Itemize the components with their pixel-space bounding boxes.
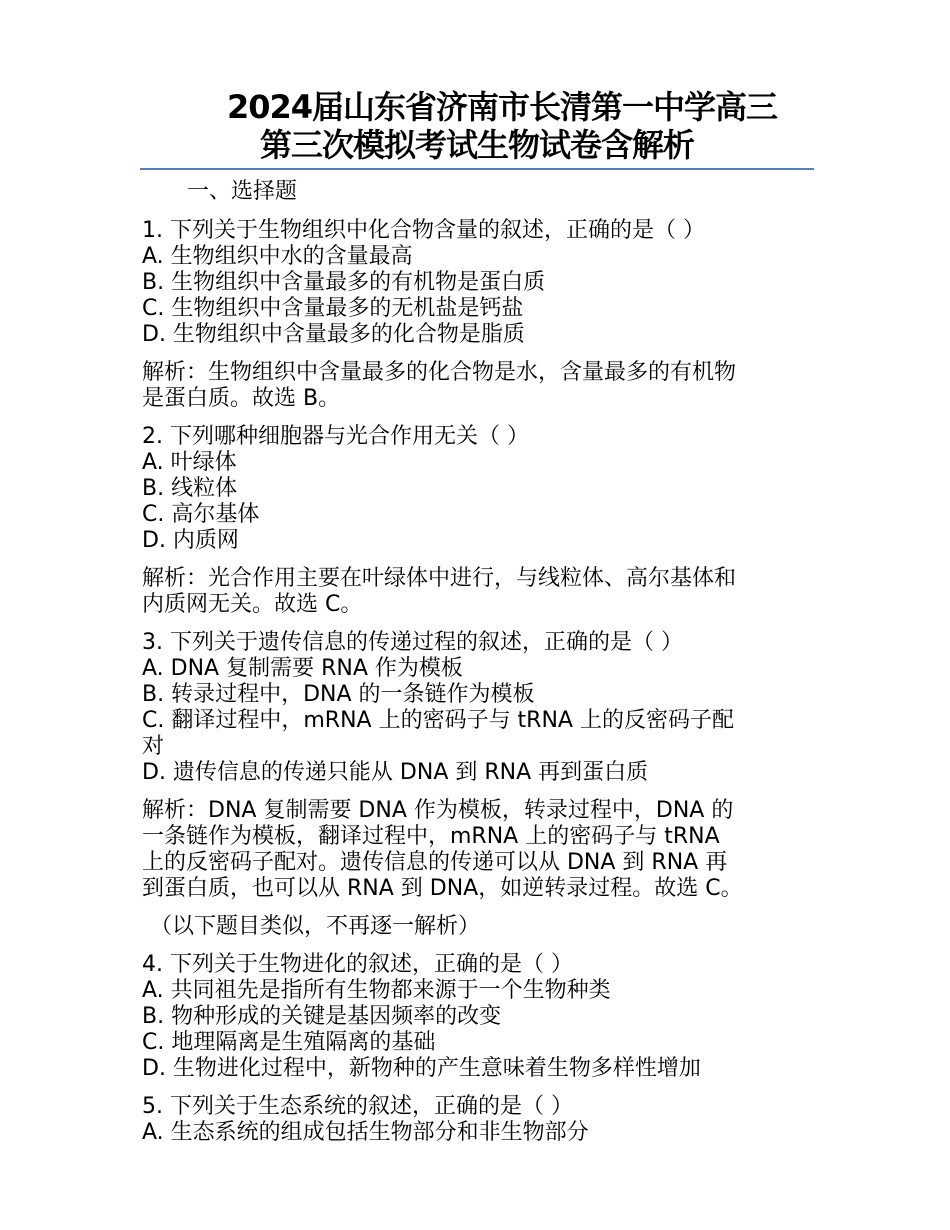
title-line-1: 2024届山东省济南市长清第一中学高三 — [226, 88, 778, 126]
option-a: A. 生态系统的组成包括生物部分和非生物部分 — [142, 1120, 589, 1145]
analysis-2 — [142, 566, 812, 618]
option-b: B. 物种形成的关键是基因频率的改变 — [142, 1004, 502, 1029]
option-d: D. 生物组织中含量最多的化合物是脂质 — [142, 322, 525, 347]
analysis-1 — [142, 360, 812, 412]
analysis-line: 解析：光合作用主要在叶绿体中进行，与线粒体、高尔基体和 — [142, 566, 737, 591]
document-page — [142, 88, 812, 1158]
option-d: D. 遗传信息的传递只能从 DNA 到 RNA 再到蛋白质 — [142, 760, 649, 785]
option-a: A. 共同祖先是指所有生物都来源于一个生物种类 — [142, 978, 611, 1003]
question-stem: 3. 下列关于遗传信息的传递过程的叙述，正确的是（ ） — [142, 630, 683, 655]
title-divider — [140, 168, 814, 170]
analysis-line: 上的反密码子配对。遗传信息的传递可以从 DNA 到 RNA 再 — [142, 850, 728, 875]
analysis-line: 内质网无关。故选 C。 — [142, 592, 363, 617]
option-a: A. 生物组织中水的含量最高 — [142, 244, 413, 269]
note: （以下题目类似，不再逐一解析） — [150, 914, 481, 939]
option-d: D. 生物进化过程中，新物种的产生意味着生物多样性增加 — [142, 1056, 701, 1081]
option-c: C. 翻译过程中，mRNA 上的密码子与 tRNA 上的反密码子配 — [142, 708, 734, 733]
question-4 — [142, 952, 812, 1082]
analysis-3 — [142, 798, 812, 902]
question-stem: 4. 下列关于生物进化的叙述，正确的是（ ） — [142, 952, 573, 977]
question-5 — [142, 1094, 812, 1146]
option-c: C. 地理隔离是生殖隔离的基础 — [142, 1030, 436, 1055]
analysis-line: 解析：DNA 复制需要 DNA 作为模板，转录过程中，DNA 的 — [142, 798, 734, 823]
option-c-continued: 对 — [142, 734, 165, 759]
analysis-line: 解析：生物组织中含量最多的化合物是水，含量最多的有机物 — [142, 360, 737, 385]
option-c: C. 高尔基体 — [142, 502, 260, 527]
question-3 — [142, 630, 812, 786]
option-b: B. 转录过程中，DNA 的一条链作为模板 — [142, 682, 535, 707]
question-stem: 1. 下列关于生物组织中化合物含量的叙述，正确的是（ ） — [142, 218, 705, 243]
option-a: A. 叶绿体 — [142, 450, 237, 475]
option-a: A. DNA 复制需要 RNA 作为模板 — [142, 656, 463, 681]
option-b: B. 生物组织中含量最多的有机物是蛋白质 — [142, 270, 546, 295]
section-heading: 一、选择题 — [187, 179, 298, 204]
analysis-line: 到蛋白质，也可以从 RNA 到 DNA，如逆转录过程。故选 C。 — [142, 876, 743, 901]
analysis-line: 一条链作为模板，翻译过程中，mRNA 上的密码子与 tRNA — [142, 824, 720, 849]
question-stem: 2. 下列哪种细胞器与光合作用无关（ ） — [142, 424, 529, 449]
analysis-line: 是蛋白质。故选 B。 — [142, 386, 341, 411]
question-2 — [142, 424, 812, 554]
document-title — [142, 88, 812, 164]
question-stem: 5. 下列关于生态系统的叙述，正确的是（ ） — [142, 1094, 573, 1119]
title-line-2: 第三次模拟考试生物试卷含解析 — [259, 126, 694, 164]
option-d: D. 内质网 — [142, 528, 239, 553]
option-b: B. 线粒体 — [142, 476, 238, 501]
option-c: C. 生物组织中含量最多的无机盐是钙盐 — [142, 296, 524, 321]
question-1 — [142, 218, 812, 348]
